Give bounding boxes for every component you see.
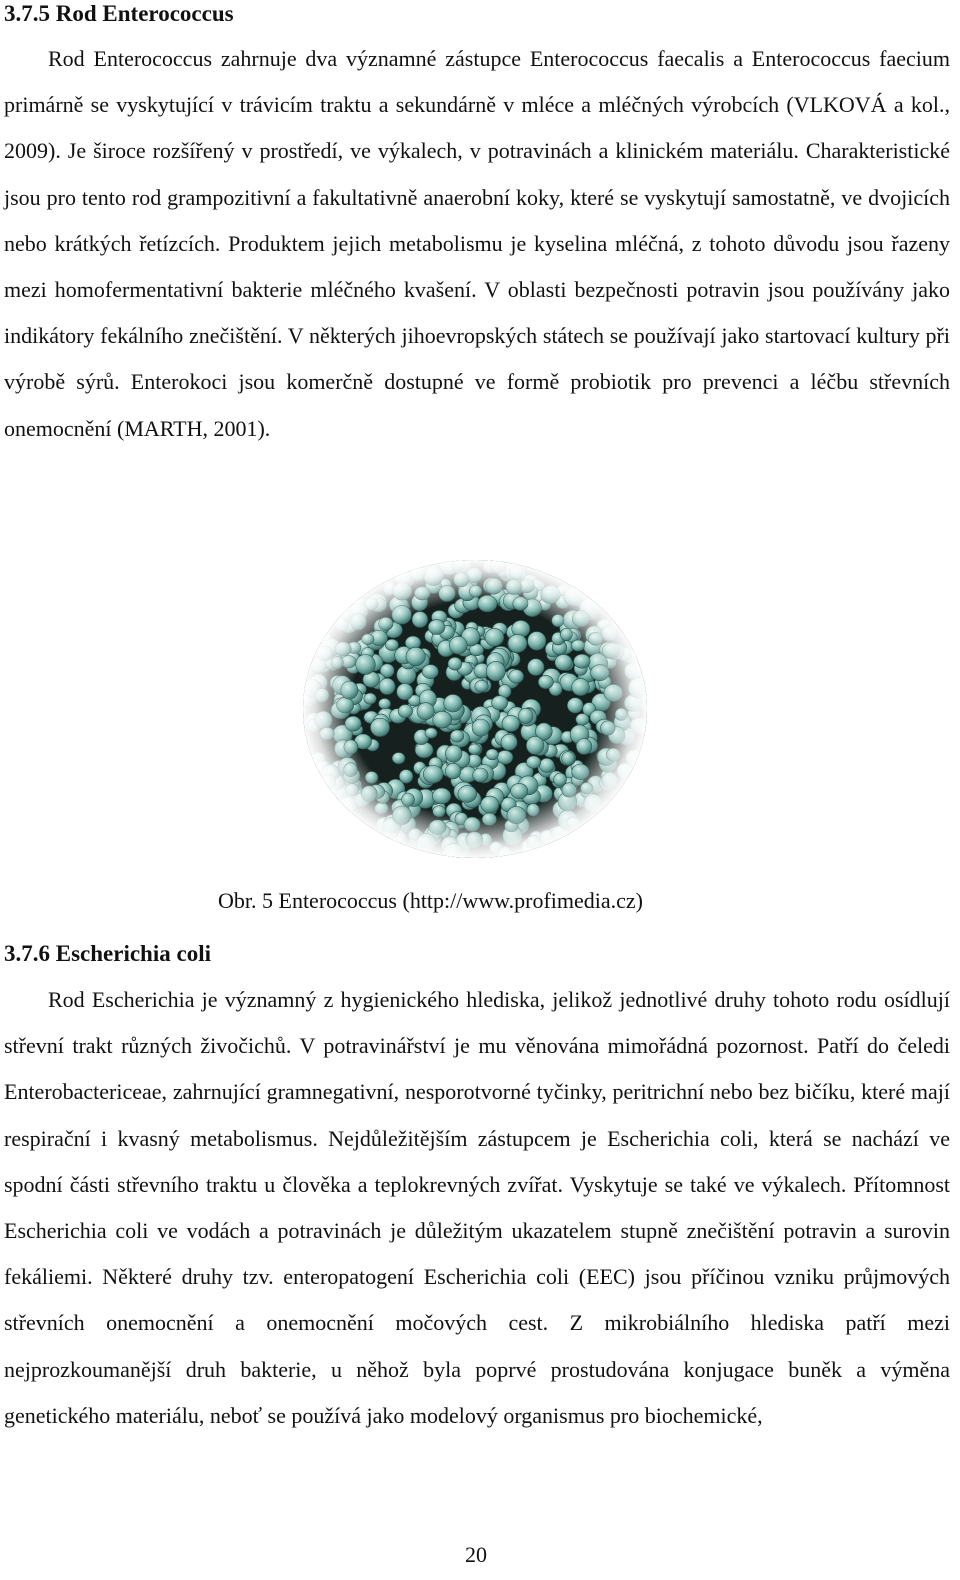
paragraph-enterococcus: Rod Enterococcus zahrnuje dva významné zástupce Enterococcus faecalis a Enterococcus faecium primárně se vyskytující v trávicím traktu a sekundárně v mléce a mléčných výrobcích (VLKOVÁ a kol., 2009). Je široce rozšířený v prostředí, ve výkalech, v potravinách a klinickém materiálu. Charakteristické jsou pro tento rod grampozitivní a fakultativně anaerobní koky, které se vyskytují samostatně, ve dvojicích nebo krátkých řetízcích. Produktem jejich metabolismu je kyselina mléčná, z tohoto důvodu jsou řazeny mezi homofermentativní bakterie mléčného kvašení. V oblasti bezpečnosti potravin jsou používány jako indikátory fekálního znečištění. V některých jihoevropských státech se používají jako startovací kultury při výrobě sýrů. Enterokoci jsou komerčně dostupné ve formě probiotik pro prevenci a léčbu střevních onemocnění (MARTH, 2001). xyxy=(4,46,950,441)
paragraph-escherichia: Rod Escherichia je významný z hygienického hlediska, jelikož jednotlivé druhy tohoto rodu osídlují střevní trakt různých živočichů. V potravinářství je mu věnována mimořádná pozornost. Patří do čeledi Enterobactericeae, zahrnující gramnegativní, nesporotvorné tyčinky, peritrichní nebo bez bičíku, které mají respirační i kvasný metabolismus. Nejdůležitějším zástupcem je Escherichia coli, která se nachází ve spodní části střevního traktu u člověka a teplokrevných zvířat. Vyskytuje se také ve výkalech. Přítomnost Escherichia coli ve vodách a potravinách je důležitým ukazatelem stupně znečištění potravin a surovin fekáliemi. Některé druhy tzv. enteropatogení Escherichia coli (EEC) jsou příčinou vzniku průjmových střevních onemocnění a onemocnění močových cest. Z mikrobiálního hlediska patří mezi nejprozkoumanější druh bakterie, u něhož byla poprvé prostudována konjugace buněk a výměna genetického materiálu, neboť se používá jako modelový organismus pro biochemické, xyxy=(4,987,950,1428)
enterococcus-micrograph xyxy=(302,559,648,859)
section-heading-enterococcus: 3.7.5 Rod Enterococcus xyxy=(4,1,234,26)
section-heading-escherichia: 3.7.6 Escherichia coli xyxy=(4,941,211,966)
page-number: 20 xyxy=(465,1542,487,1567)
micrograph-image xyxy=(302,559,648,859)
figure-caption: Obr. 5 Enterococcus (http://www.profimedia.cz) xyxy=(218,888,643,913)
